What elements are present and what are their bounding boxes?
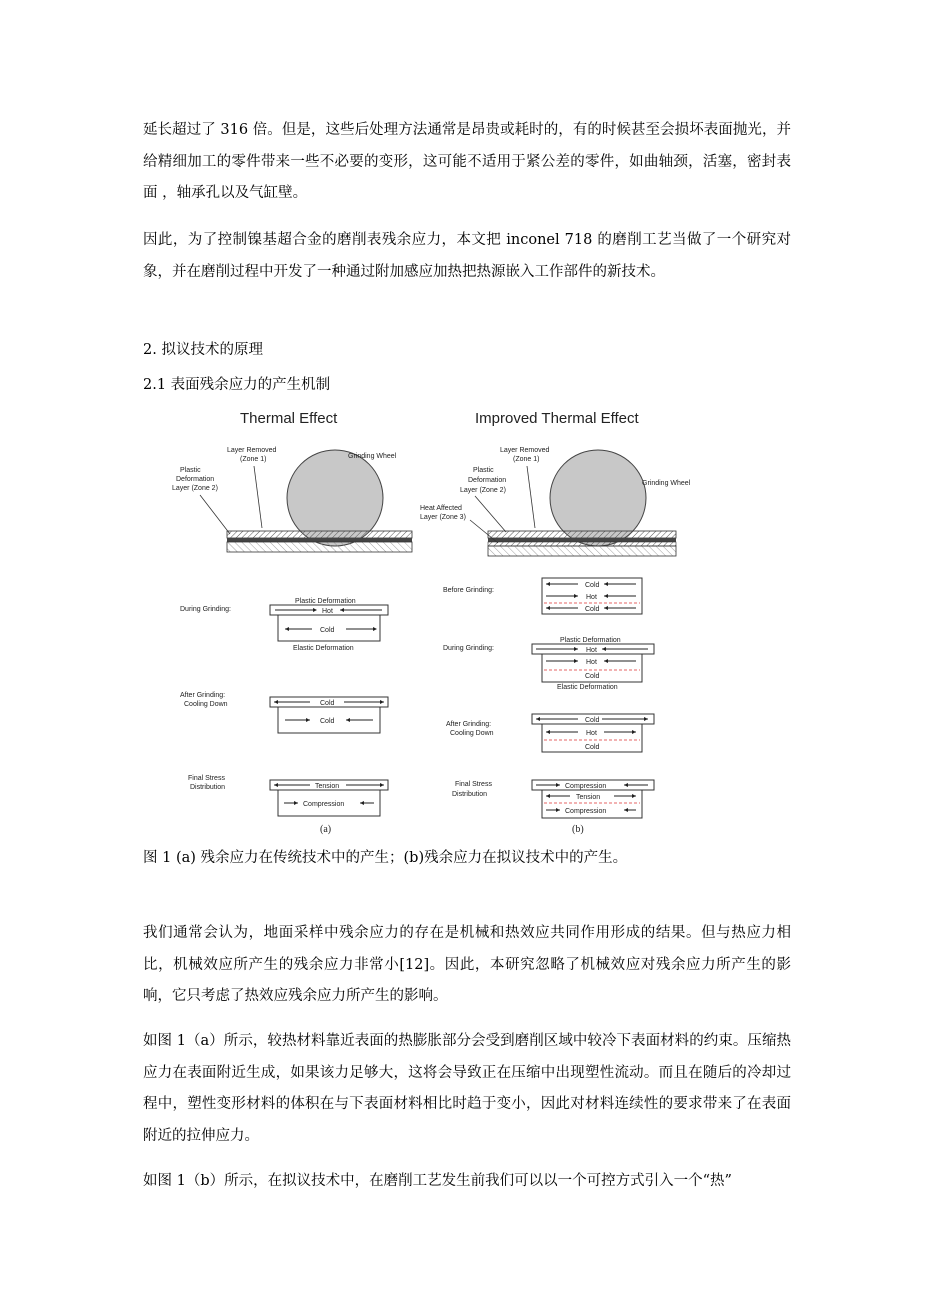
label-final-a-2: Distribution	[190, 784, 226, 791]
label-wheel-b: Grinding Wheel	[642, 480, 691, 487]
workpiece-b	[488, 546, 676, 556]
label-plastic-b-2: Deformation	[468, 477, 507, 484]
label-compression-a: Compression	[303, 801, 345, 808]
label-before-b: Before Grinding:	[443, 587, 494, 594]
workpiece-a	[227, 542, 412, 552]
label-after-hot-b: Hot	[586, 730, 597, 737]
section-heading-2: 2. 拟议技术的原理	[143, 342, 263, 358]
label-final-b-2: Distribution	[452, 791, 488, 798]
label-layer-removed-a-1: Layer Removed	[227, 447, 277, 454]
label-tension-b: Tension	[576, 794, 601, 801]
label-during-hot-b: Hot	[586, 659, 597, 666]
label-compression-top-b: Compression	[565, 783, 607, 790]
figure-1	[170, 400, 710, 840]
label-plastic-deformation-a: Plastic Deformation	[295, 598, 356, 605]
plastic-layer-a	[227, 531, 412, 538]
label-before-cold-bottom-b: Cold	[585, 606, 600, 613]
label-during-a: During Grinding:	[180, 606, 231, 613]
label-wheel-a: Grinding Wheel	[348, 453, 397, 460]
label-tension-a: Tension	[315, 783, 340, 790]
paragraph-4: 如图 1（a）所示，较热材料靠近表面的热膨胀部分会受到磨削区域中较冷下表面材料的约束。压缩热应力在表面附近生成，如果该力足够大，这将会导致正在压缩中出现塑性流动。而且在随后的冷却过程中，塑性变形材料的体积在与下表面材料相比时趋于变小，因此对材料连续性的要求带来了在表面附近的拉伸应力。	[143, 1033, 791, 1144]
label-after-b-1: After Grinding:	[446, 721, 492, 728]
label-compression-bottom-b: Compression	[565, 808, 607, 815]
figure-panel-b	[420, 410, 691, 835]
label-after-cold-top-b: Cold	[585, 717, 600, 724]
label-plastic-b-1: Plastic	[473, 467, 494, 474]
label-after-cold-b: Cold	[585, 744, 600, 751]
figure-caption: 图 1 (a) 残余应力在传统技术中的产生；(b)残余应力在拟议技术中的产生。	[143, 850, 628, 866]
panel-a-title: Thermal Effect	[240, 410, 338, 427]
panel-b-sublabel: (b)	[572, 824, 584, 835]
label-after-b-2: Cooling Down	[450, 730, 494, 737]
section-heading-2-1: 2.1 表面残余应力的产生机制	[143, 377, 331, 393]
surface-band-b	[488, 538, 676, 542]
label-during-b: During Grinding:	[443, 645, 494, 652]
label-plastic-a-3: Layer (Zone 2)	[172, 485, 218, 492]
label-during-hot-top-b: Hot	[586, 647, 597, 654]
figure-panel-a	[172, 410, 412, 835]
label-after-cold-a: Cold	[320, 718, 335, 725]
panel-a-sublabel: (a)	[320, 824, 332, 835]
label-during-cold-b: Cold	[585, 673, 600, 680]
label-elastic-deformation-b: Elastic Deformation	[557, 684, 618, 691]
label-final-b-1: Final Stress	[455, 781, 492, 788]
plastic-layer-b	[488, 531, 676, 538]
heat-layer-b	[488, 542, 676, 546]
panel-b-title: Improved Thermal Effect	[475, 410, 639, 427]
paragraph-1: 延长超过了 316 倍。但是，这些后处理方法通常是昂贵或耗时的，有的时候甚至会损坏表面抛光，并给精细加工的零件带来一些不必要的变形，这可能不适用于紧公差的零件，如曲轴颈，活塞，密封表面 ，轴承孔以及气缸壁。	[143, 122, 791, 201]
paragraph-5: 如图 1（b）所示，在拟议技术中，在磨削工艺发生前我们可以以一个可控方式引入一个“热”	[143, 1173, 732, 1189]
label-plastic-b-3: Layer (Zone 2)	[460, 487, 506, 494]
label-layer-removed-b-2: (Zone 1)	[513, 456, 540, 463]
label-layer-removed-a-2: (Zone 1)	[240, 456, 267, 463]
label-cold-a: Cold	[320, 627, 335, 634]
label-after-cold-top-a: Cold	[320, 700, 335, 707]
paragraph-2: 因此，为了控制镍基超合金的磨削表残余应力，本文把 inconel 718 的磨削工艺当做了一个研究对象，并在磨削过程中开发了一种通过附加感应加热把热源嵌入工作部件的新技术。	[143, 232, 791, 280]
label-elastic-deformation-a: Elastic Deformation	[293, 645, 354, 652]
label-heat-b-2: Layer (Zone 3)	[420, 514, 466, 521]
surface-band-a	[227, 538, 412, 542]
label-final-a-1: Final Stress	[188, 775, 225, 782]
label-layer-removed-b-1: Layer Removed	[500, 447, 550, 454]
label-before-hot-b: Hot	[586, 594, 597, 601]
label-plastic-deformation-b: Plastic Deformation	[560, 637, 621, 644]
label-plastic-a-2: Deformation	[176, 476, 215, 483]
label-after-a-1: After Grinding:	[180, 692, 226, 699]
label-after-a-2: Cooling Down	[184, 701, 228, 708]
paragraph-3: 我们通常会认为，地面采样中残余应力的存在是机械和热效应共同作用形成的结果。但与热应力相比，机械效应所产生的残余应力非常小[12]。因此，本研究忽略了机械效应对残余应力所产生的影响，它只考虑了热效应残余应力所产生的影响。	[143, 925, 791, 1004]
label-plastic-a-1: Plastic	[180, 467, 201, 474]
label-hot-a: Hot	[322, 608, 333, 615]
label-heat-b-1: Heat Affected	[420, 505, 462, 512]
label-before-cold-top-b: Cold	[585, 582, 600, 589]
